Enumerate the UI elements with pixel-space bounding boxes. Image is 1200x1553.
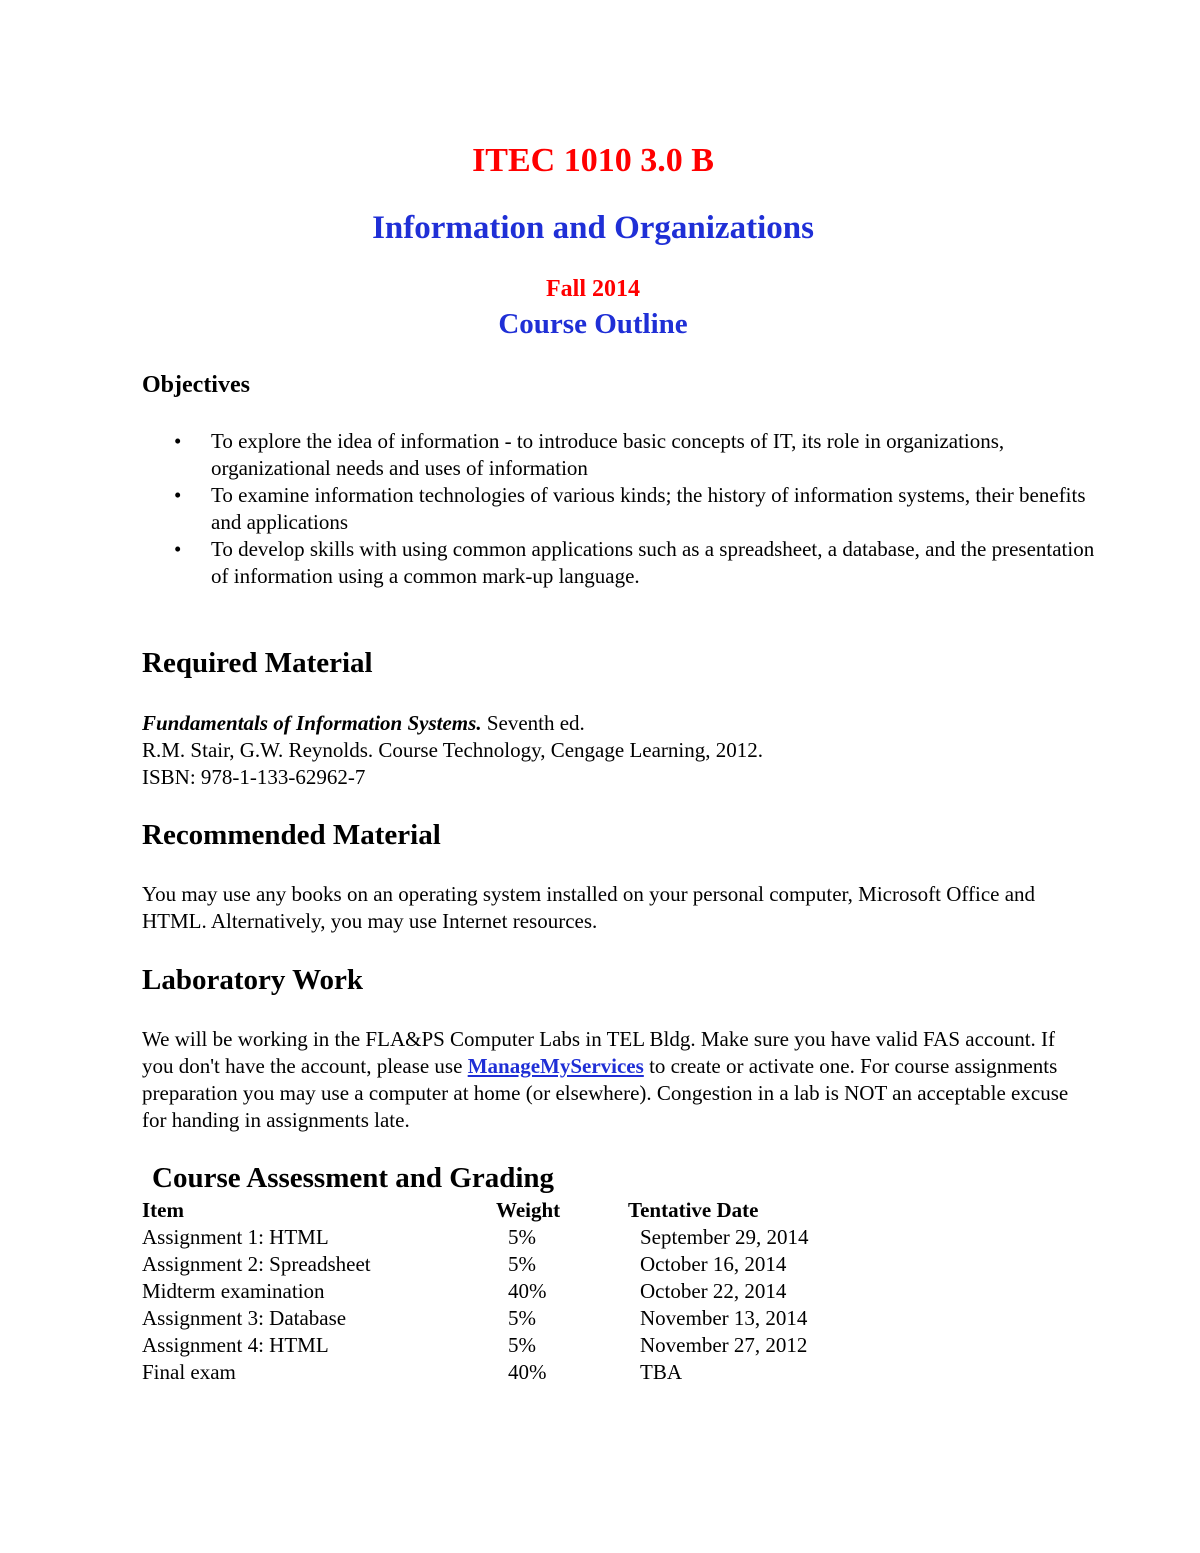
bullet-icon: • <box>174 537 182 561</box>
table-row <box>142 1252 809 1279</box>
course-code: ITEC 1010 3.0 B <box>472 142 714 179</box>
column-header-date: Tentative Date <box>628 1198 759 1222</box>
date-cell: October 16, 2014 <box>640 1252 787 1276</box>
table-row <box>142 1225 809 1252</box>
date-cell: November 13, 2014 <box>640 1306 808 1330</box>
term: Fall 2014 <box>546 276 640 302</box>
bullet-icon: • <box>174 429 182 453</box>
lab-text-part2: to create or activate one. For course assignments preparation you may use a computer at home (or elsewhere). Congestion in a lab is NOT an acceptable excuse for handing in assignments late. <box>142 1054 1069 1132</box>
item-cell: Assignment 1: HTML <box>142 1225 329 1249</box>
weight-cell: 5% <box>508 1225 536 1249</box>
weight-cell: 5% <box>508 1333 536 1357</box>
list-item <box>0 428 1100 482</box>
date-cell: September 29, 2014 <box>640 1225 809 1249</box>
book-title: Fundamentals of Information Systems. <box>142 711 482 735</box>
book-edition: Seventh ed. <box>481 711 585 735</box>
weight-cell: 40% <box>508 1360 547 1384</box>
lab-text-part1: We will be working in the FLA&PS Computer Labs in TEL Bldg. Make sure you have valid FAS account. If you don't have the account, please use <box>142 1027 1056 1078</box>
date-cell: November 27, 2012 <box>640 1333 808 1357</box>
table-row <box>142 1333 809 1360</box>
table-row <box>142 1360 809 1387</box>
item-cell: Assignment 2: Spreadsheet <box>142 1252 371 1276</box>
assessment-heading: Course Assessment and Grading <box>152 1162 555 1194</box>
column-header-weight: Weight <box>496 1198 561 1222</box>
date-cell: TBA <box>640 1360 682 1384</box>
manage-my-services-link[interactable]: ManageMyServices <box>467 1054 644 1078</box>
weight-cell: 5% <box>508 1252 536 1276</box>
document-title: Course Outline <box>498 308 688 340</box>
list-item <box>0 536 1100 590</box>
objectives-list <box>0 428 1100 590</box>
item-cell: Assignment 4: HTML <box>142 1333 329 1357</box>
objective-text: To explore the idea of information - to introduce basic concepts of IT, its role in organizations, organizational needs and uses of information <box>211 429 1005 480</box>
recommended-material-heading: Recommended Material <box>142 819 441 851</box>
laboratory-work-text <box>142 1026 1072 1134</box>
laboratory-work-heading: Laboratory Work <box>142 964 363 996</box>
item-cell: Midterm examination <box>142 1279 325 1303</box>
course-name: Information and Organizations <box>372 210 814 246</box>
table-row <box>142 1306 809 1333</box>
required-material-heading: Required Material <box>142 647 373 679</box>
required-material-body <box>142 710 1072 791</box>
book-isbn: ISBN: 978-1-133-62962-7 <box>142 765 366 789</box>
column-header-item: Item <box>142 1198 184 1222</box>
recommended-material-text: You may use any books on an operating system installed on your personal computer, Microsoft Office and HTML. Alternatively, you may use Internet resources. <box>142 882 1036 933</box>
objectives-heading: Objectives <box>142 372 250 398</box>
table-header-row <box>142 1198 809 1225</box>
list-item <box>0 482 1100 536</box>
objective-text: To examine information technologies of various kinds; the history of information systems, their benefits and applications <box>211 483 1086 534</box>
item-cell: Assignment 3: Database <box>142 1306 347 1330</box>
weight-cell: 5% <box>508 1306 536 1330</box>
grading-table <box>142 1198 809 1387</box>
book-authors: R.M. Stair, G.W. Reynolds. Course Technology, Cengage Learning, 2012. <box>142 738 763 762</box>
objective-text: To develop skills with using common applications such as a spreadsheet, a database, and the presentation of information using a common mark-up language. <box>211 537 1095 588</box>
date-cell: October 22, 2014 <box>640 1279 787 1303</box>
item-cell: Final exam <box>142 1360 236 1384</box>
table-row <box>142 1279 809 1306</box>
weight-cell: 40% <box>508 1279 547 1303</box>
bullet-icon: • <box>174 483 182 507</box>
